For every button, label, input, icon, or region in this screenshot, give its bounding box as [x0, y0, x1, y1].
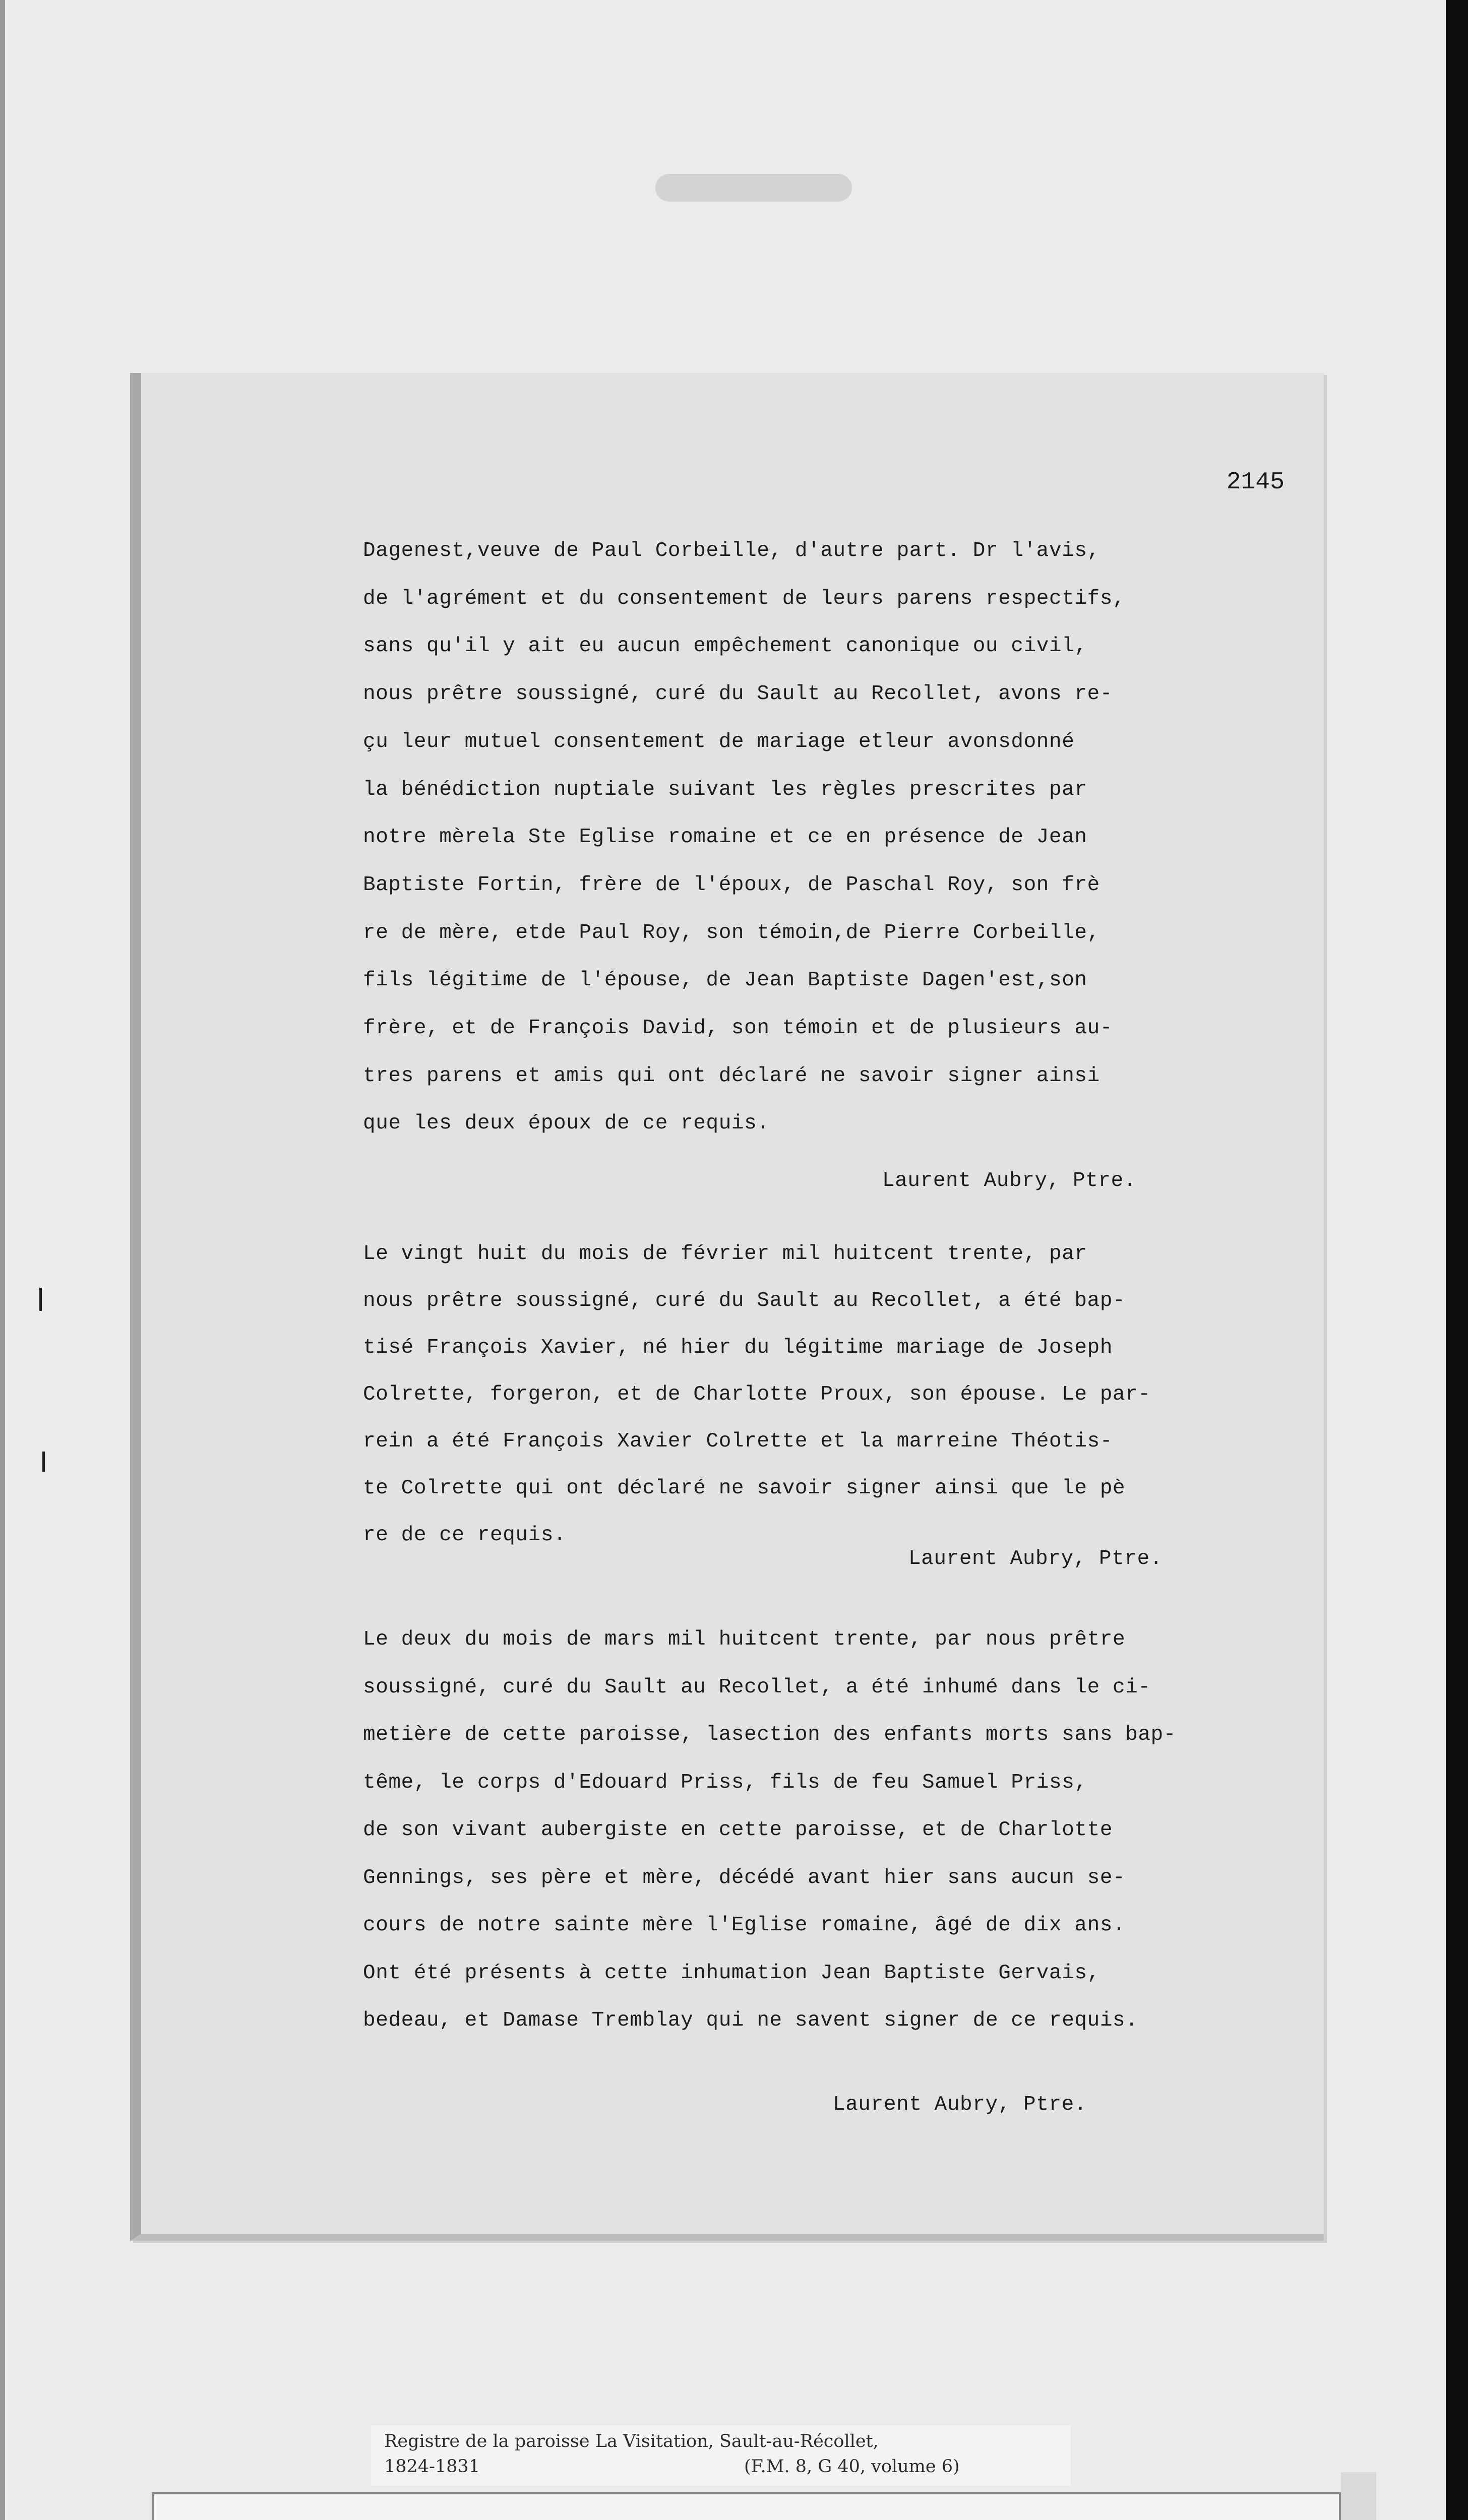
text-line: Gennings, ses père et mère, décédé avant hier sans aucun se-	[363, 1866, 1126, 1889]
signature-entry3: Laurent Aubry, Ptre.	[833, 2093, 1087, 2116]
text-line: frère, et de François David, son témoin et de plusieurs au-	[363, 1017, 1113, 1040]
reference-years: 1824-1831	[384, 2456, 480, 2477]
text-line: nous prêtre soussigné, curé du Sault au Recollet, avons re-	[363, 682, 1113, 706]
text-line: Colrette, forgeron, et de Charlotte Proux, son épouse. Le par-	[363, 1383, 1151, 1406]
page-number: 2145	[1226, 469, 1284, 496]
reference-volume: (F.M. 8, G 40, volume 6)	[744, 2456, 960, 2477]
signature-entry2: Laurent Aubry, Ptre.	[908, 1547, 1163, 1570]
reference-line-1: Registre de la paroisse La Visitation, Sault-au-Récollet,	[384, 2431, 879, 2451]
film-left-edge	[0, 0, 5, 2520]
text-line: sans qu'il y ait eu aucun empêchement canonique ou civil,	[363, 635, 1087, 658]
text-line: rein a été François Xavier Colrette et la marreine Théotis-	[363, 1430, 1113, 1453]
text-line: soussigné, curé du Sault au Recollet, a été inhumé dans le ci-	[363, 1675, 1151, 1699]
card-side	[1341, 2472, 1376, 2520]
text-line: Baptiste Fortin, frère de l'époux, de Paschal Roy, son frè	[363, 873, 1100, 897]
text-line: bedeau, et Damase Tremblay qui ne savent signer de ce requis.	[363, 2009, 1138, 2032]
text-line: tisé François Xavier, né hier du légitime mariage de Joseph	[363, 1336, 1113, 1359]
text-line: Ont été présents à cette inhumation Jean Baptiste Gervais,	[363, 1961, 1100, 1985]
text-line: çu leur mutuel consentement de mariage etleur avonsdonné	[363, 730, 1075, 753]
text-line: de son vivant aubergiste en cette paroisse, et de Charlotte	[363, 1818, 1113, 1842]
text-line: tême, le corps d'Edouard Priss, fils de feu Samuel Priss,	[363, 1771, 1087, 1794]
text-line: metière de cette paroisse, lasection des enfants morts sans bap-	[363, 1723, 1177, 1746]
text-line: cours de notre sainte mère l'Eglise romaine, âgé de dix ans.	[363, 1914, 1126, 1937]
register-page	[130, 373, 1324, 2241]
text-line: re de ce requis.	[363, 1524, 567, 1547]
text-line: te Colrette qui ont déclaré ne savoir signer ainsi que le pè	[363, 1477, 1126, 1500]
text-line: Le vingt huit du mois de février mil huitcent trente, par	[363, 1242, 1087, 1266]
text-line: Dagenest,veuve de Paul Corbeille, d'autre part. Dr l'avis,	[363, 539, 1100, 562]
text-line: la bénédiction nuptiale suivant les règles prescrites par	[363, 778, 1087, 801]
text-line: tres parens et amis qui ont déclaré ne savoir signer ainsi	[363, 1064, 1100, 1088]
reference-slip	[371, 2425, 1071, 2486]
text-line: que les deux époux de ce requis.	[363, 1112, 770, 1136]
text-line: re de mère, etde Paul Roy, son témoin,de Pierre Corbeille,	[363, 921, 1100, 944]
archive-card	[152, 2492, 1341, 2520]
margin-mark	[42, 1452, 45, 1472]
text-line: notre mèrela Ste Eglise romaine et ce en présence de Jean	[363, 826, 1087, 849]
text-line: Le deux du mois de mars mil huitcent trente, par nous prêtre	[363, 1628, 1126, 1651]
margin-mark	[39, 1288, 42, 1311]
smudge-mark	[655, 174, 852, 202]
text-line: nous prêtre soussigné, curé du Sault au Recollet, a été bap-	[363, 1289, 1126, 1312]
text-line: fils légitime de l'épouse, de Jean Baptiste Dagen'est,son	[363, 969, 1087, 992]
signature-entry1: Laurent Aubry, Ptre.	[882, 1169, 1137, 1192]
text-line: de l'agrément et du consentement de leurs parens respectifs,	[363, 587, 1126, 610]
film-right-edge	[1446, 0, 1468, 2520]
